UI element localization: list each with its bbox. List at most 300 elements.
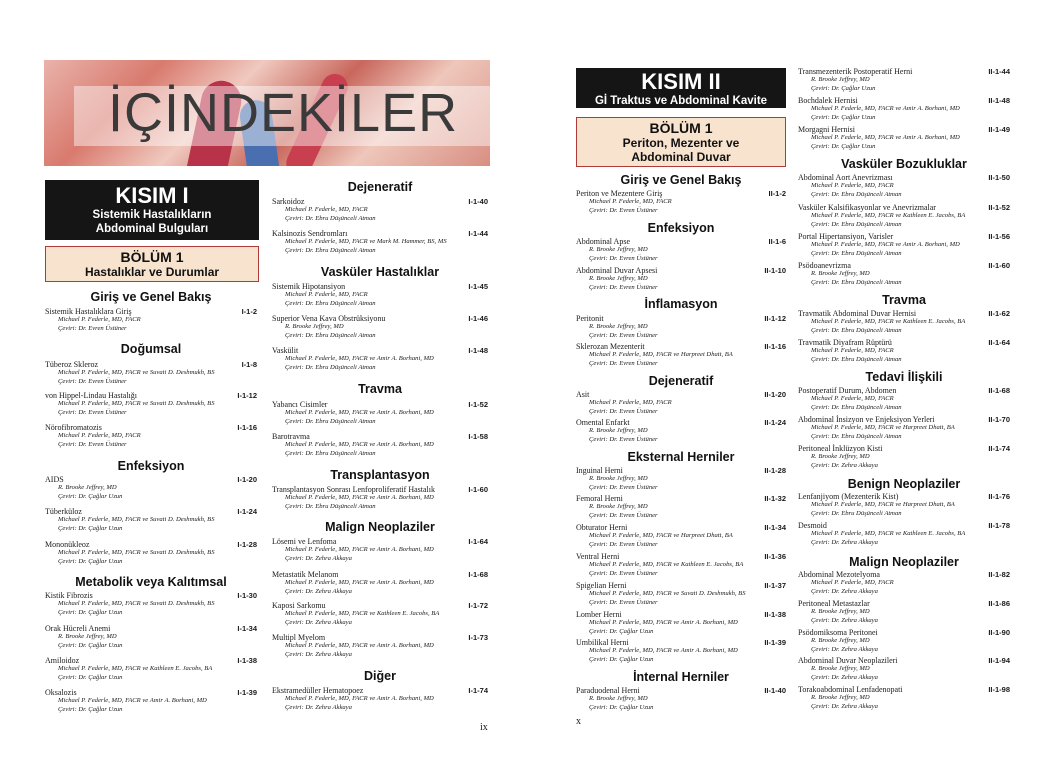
toc-entry[interactable]: [576, 342, 786, 368]
toc-entry[interactable]: [272, 537, 488, 563]
entry-title: Tüberoz Skleroz: [45, 360, 99, 369]
entry-translator: Çeviri: Dr. Evren Üstüner: [58, 408, 127, 416]
entry-authors: R. Brooke Jeffrey, MD: [589, 695, 648, 702]
toc-entry[interactable]: [576, 466, 786, 492]
entry-page: II-1-74: [988, 444, 1010, 453]
entry-page: II-1-10: [764, 266, 786, 275]
entry-authors: Michael P. Federle, MD, FACR ve Amir A. Borhani, MD: [58, 697, 207, 704]
entry-authors: R. Brooke Jeffrey, MD: [811, 665, 870, 672]
toc-entry[interactable]: [798, 309, 1010, 335]
section-heading: Diğer: [364, 669, 396, 683]
entry-title: Lomber Herni: [576, 610, 622, 619]
toc-entry[interactable]: [45, 688, 257, 714]
toc-entry[interactable]: [798, 685, 1010, 711]
entry-title: Femoral Herni: [576, 494, 623, 503]
entry-page: II-1-86: [988, 599, 1010, 608]
entry-translator: Çeviri: Dr. Ebru Düşünceli Atman: [285, 246, 376, 254]
toc-entry[interactable]: [798, 67, 1010, 93]
entry-translator: Çeviri: Dr. Ebru Düşünceli Atman: [811, 190, 902, 198]
toc-entry[interactable]: [272, 633, 488, 659]
entry-page: II-1-64: [988, 338, 1010, 347]
entry-authors: Michael P. Federle, MD, FACR ve Amir A. Borhani, MD: [285, 546, 434, 553]
entry-page: I-1-30: [237, 591, 257, 600]
entry-title: Vaskülit: [272, 346, 299, 355]
toc-entry[interactable]: [45, 540, 257, 566]
entry-translator: Çeviri: Dr. Ebru Düşünceli Atman: [811, 326, 902, 334]
section-heading: Malign Neoplaziler: [325, 520, 435, 534]
entry-title: Multipl Myelom: [272, 633, 326, 642]
entry-title: Peritoneal İnklüzyon Kisti: [798, 444, 883, 453]
entry-authors: R. Brooke Jeffrey, MD: [589, 427, 648, 434]
entry-title: Metastatik Melanom: [272, 570, 339, 579]
entry-page: II-1-62: [988, 309, 1010, 318]
section-heading: Dejeneratif: [648, 374, 714, 388]
toc-entry[interactable]: [576, 494, 786, 520]
entry-page: I-1-20: [237, 475, 257, 484]
toc-entry[interactable]: [798, 338, 1010, 364]
entry-authors: Michael P. Federle, MD, FACR ve Amir A. Borhani, MD: [285, 579, 434, 586]
toc-entry[interactable]: [798, 232, 1010, 258]
toc-entry[interactable]: [576, 686, 786, 712]
entry-translator: Çeviri: Dr. Evren Üstüner: [589, 331, 658, 339]
entry-title: Vasküler Kalsifikasyonlar ve Anevrizmalar: [798, 203, 936, 212]
entry-authors: Michael P. Federle, MD, FACR: [811, 347, 894, 354]
entry-page: II-1-16: [764, 342, 786, 351]
section-heading: Enfeksiyon: [647, 221, 715, 235]
kisim-1-subtitle: Sistemik Hastalıkların: [92, 209, 212, 221]
bolum-1-subtitle: Abdominal Duvar: [631, 150, 731, 164]
entry-title: Abdominal İnsizyon ve Enjeksiyon Yerleri: [798, 415, 935, 424]
entry-page: I-1-64: [468, 537, 488, 546]
entry-translator: Çeviri: Dr. Çağlar Uzun: [811, 84, 876, 92]
entry-title: Transmezenterik Postoperatif Herni: [798, 67, 913, 76]
entry-page: I-1-39: [237, 688, 257, 697]
entry-page: I-1-40: [468, 197, 488, 206]
entry-page: II-1-20: [764, 390, 786, 399]
toc-entry[interactable]: [798, 125, 1010, 151]
bolum-1-subtitle: Hastalıklar ve Durumlar: [84, 265, 220, 279]
entry-title: Lenfanjiyom (Mezenterik Kist): [798, 492, 899, 501]
entry-page: II-1-2: [768, 189, 786, 198]
entry-title: Ekstramedüller Hematopoez: [272, 686, 364, 695]
toc-entry[interactable]: [272, 282, 488, 308]
entry-page: I-1-2: [241, 307, 257, 316]
kisim-1-label: KISIM I: [115, 183, 189, 208]
kisim-2-subtitle: Gİ Traktus ve Abdominal Kavite: [594, 95, 768, 107]
entry-authors: R. Brooke Jeffrey, MD: [285, 323, 344, 330]
entry-translator: Çeviri: Dr. Zehra Akkaya: [285, 703, 352, 711]
entry-authors: Michael P. Federle, MD, FACR: [285, 206, 368, 213]
entry-title: Orak Hücreli Anemi: [45, 624, 111, 633]
entry-page: II-1-78: [988, 521, 1010, 530]
entry-page: I-1-16: [237, 423, 257, 432]
entry-title: Peritoneal Metastazlar: [798, 599, 870, 608]
section-heading: Eksternal Herniler: [627, 450, 735, 464]
entry-authors: Michael P. Federle, MD, FACR ve Suvati D. Deshmukh, BS: [58, 549, 215, 556]
entry-translator: Çeviri: Dr. Çağlar Uzun: [589, 703, 654, 711]
entry-translator: Çeviri: Dr. Zehra Akkaya: [285, 650, 352, 658]
entry-translator: Çeviri: Dr. Zehra Akkaya: [811, 461, 878, 469]
entry-translator: Çeviri: Dr. Zehra Akkaya: [811, 673, 878, 681]
entry-title: AIDS: [45, 475, 64, 484]
toc-entry[interactable]: [272, 400, 488, 426]
entry-translator: Çeviri: Dr. Zehra Akkaya: [285, 587, 352, 595]
section-heading: Travma: [358, 382, 402, 396]
toc-entry[interactable]: [798, 444, 1010, 470]
toc-entry[interactable]: [798, 261, 1010, 287]
entry-page: II-1-28: [764, 466, 786, 475]
entry-authors: Michael P. Federle, MD, FACR: [811, 579, 894, 586]
entry-page: II-1-44: [988, 67, 1010, 76]
entry-authors: Michael P. Federle, MD, FACR ve Amir A. Borhani, MD: [811, 105, 960, 112]
toc-entry[interactable]: [576, 390, 786, 416]
entry-authors: Michael P. Federle, MD, FACR ve Harpreet Dhatt, BA: [589, 351, 733, 358]
toc-entry[interactable]: [798, 173, 1010, 199]
entry-translator: Çeviri: Dr. Ebru Düşünceli Atman: [285, 331, 376, 339]
entry-authors: Michael P. Federle, MD, FACR ve Harpreet Dhatt, BA: [589, 532, 733, 539]
entry-authors: Michael P. Federle, MD, FACR ve Amir A. Borhani, MD: [285, 494, 434, 501]
entry-title: Tüberküloz: [45, 507, 82, 516]
entry-translator: Çeviri: Dr. Çağlar Uzun: [58, 705, 123, 713]
toc-entry[interactable]: [272, 346, 488, 372]
entry-page: II-1-40: [764, 686, 786, 695]
entry-authors: R. Brooke Jeffrey, MD: [589, 275, 648, 282]
entry-authors: Michael P. Federle, MD, FACR ve Amir A. Borhani, MD: [589, 647, 738, 654]
toc-entry[interactable]: [272, 314, 488, 340]
entry-authors: R. Brooke Jeffrey, MD: [811, 453, 870, 460]
section-heading: Enfeksiyon: [117, 459, 185, 473]
entry-authors: R. Brooke Jeffrey, MD: [589, 503, 648, 510]
entry-authors: Michael P. Federle, MD, FACR ve Amir A. Borhani, MD: [589, 619, 738, 626]
entry-translator: Çeviri: Dr. Zehra Akkaya: [811, 616, 878, 624]
entry-translator: Çeviri: Dr. Çağlar Uzun: [589, 655, 654, 663]
bolum-1-box: [576, 117, 786, 167]
entry-title: von Hippel-Lindau Hastalığı: [45, 391, 137, 400]
section-heading: İnflamasyon: [644, 297, 718, 311]
entry-title: Mononükleoz: [45, 540, 90, 549]
section-heading: Travma: [882, 293, 926, 307]
entry-page: I-1-34: [237, 624, 257, 633]
toc-entry[interactable]: [45, 360, 257, 386]
entry-title: Spigelian Herni: [576, 581, 627, 590]
entry-authors: Michael P. Federle, MD, FACR ve Harpreet Dhatt, BA: [811, 424, 955, 431]
toc-entry[interactable]: [576, 581, 786, 607]
entry-title: Abdominal Duvar Apsesi: [576, 266, 658, 275]
bolum-1-label: BÖLÜM 1: [120, 249, 184, 265]
entry-translator: Çeviri: Dr. Evren Üstüner: [58, 324, 127, 332]
entry-authors: Michael P. Federle, MD, FACR ve Amir A. Borhani, MD: [285, 441, 434, 448]
entry-page: II-1-38: [764, 610, 786, 619]
entry-translator: Çeviri: Dr. Evren Üstüner: [58, 377, 127, 385]
toc-entry[interactable]: [798, 415, 1010, 441]
entry-title: Postoperatif Durum, Abdomen: [798, 386, 897, 395]
entry-title: Periton ve Mezentere Giriş: [576, 189, 663, 198]
entry-authors: Michael P. Federle, MD, FACR ve Mark M. Hammer, BS, MS: [285, 238, 447, 245]
entry-page: II-1-12: [764, 314, 786, 323]
entry-authors: R. Brooke Jeffrey, MD: [811, 608, 870, 615]
entry-translator: Çeviri: Dr. Evren Üstüner: [589, 254, 658, 262]
entry-page: II-1-60: [988, 261, 1010, 270]
entry-page: II-1-48: [988, 96, 1010, 105]
page-number: ix: [480, 722, 488, 733]
toc-entry[interactable]: [798, 628, 1010, 654]
toc-entry[interactable]: [798, 570, 1010, 596]
toc-entry[interactable]: [576, 552, 786, 578]
entry-translator: Çeviri: Dr. Zehra Akkaya: [811, 587, 878, 595]
entry-page: II-1-32: [764, 494, 786, 503]
entry-authors: Michael P. Federle, MD, FACR: [589, 198, 672, 205]
toc-entry[interactable]: [798, 203, 1010, 229]
entry-title: Psödomiksoma Peritonei: [798, 628, 878, 637]
toc-entry[interactable]: [576, 314, 786, 340]
entry-translator: Çeviri: Dr. Ebru Düşünceli Atman: [811, 432, 902, 440]
entry-authors: Michael P. Federle, MD, FACR ve Suvati D. Deshmukh, BS: [58, 516, 215, 523]
entry-authors: R. Brooke Jeffrey, MD: [811, 76, 870, 83]
entry-translator: Çeviri: Dr. Ebru Düşünceli Atman: [811, 278, 902, 286]
entry-translator: Çeviri: Dr. Zehra Akkaya: [285, 618, 352, 626]
entry-authors: Michael P. Federle, MD, FACR ve Suvati D. Deshmukh, BS: [58, 600, 215, 607]
entry-page: I-1-44: [468, 229, 488, 238]
entry-title: Obturator Herni: [576, 523, 628, 532]
entry-page: II-1-6: [768, 237, 786, 246]
entry-title: Kaposi Sarkomu: [272, 601, 326, 610]
entry-translator: Çeviri: Dr. Çağlar Uzun: [58, 557, 123, 565]
toc-entry[interactable]: [798, 599, 1010, 625]
entry-page: I-1-28: [237, 540, 257, 549]
entry-title: Lösemi ve Lenfoma: [272, 537, 337, 546]
entry-page: I-1-48: [468, 346, 488, 355]
entry-title: Transplantasyon Sonrası Lenfoproliferatif Hastalık: [272, 485, 436, 494]
entry-title: Sistemik Hastalıklara Giriş: [45, 307, 132, 316]
entry-authors: Michael P. Federle, MD, FACR: [589, 399, 672, 406]
entry-page: I-1-68: [468, 570, 488, 579]
entry-page: I-1-52: [468, 400, 488, 409]
section-heading: İnternal Herniler: [633, 670, 729, 684]
entry-authors: Michael P. Federle, MD, FACR ve Kathleen E. Jacobs, BA: [285, 610, 440, 617]
entry-title: Portal Hipertansiyon, Varisler: [798, 232, 894, 241]
section-heading: Dejeneratif: [347, 180, 413, 194]
toc-entry[interactable]: [45, 507, 257, 533]
toc-entry[interactable]: [798, 492, 1010, 518]
entry-title: Abdominal Mezotelyoma: [798, 570, 880, 579]
entry-title: Desmoid: [798, 521, 827, 530]
entry-page: II-1-68: [988, 386, 1010, 395]
entry-translator: Çeviri: Dr. Ebru Düşünceli Atman: [811, 403, 902, 411]
entry-page: II-1-50: [988, 173, 1010, 182]
section-heading: Malign Neoplaziler: [849, 555, 959, 569]
entry-authors: R. Brooke Jeffrey, MD: [589, 246, 648, 253]
entry-translator: Çeviri: Dr. Çağlar Uzun: [58, 492, 123, 500]
entry-page: II-1-39: [764, 638, 786, 647]
entry-translator: Çeviri: Dr. Evren Üstüner: [589, 435, 658, 443]
bolum-1-label: BÖLÜM 1: [649, 120, 713, 136]
entry-page: I-1-45: [468, 282, 488, 291]
section-heading: Doğumsal: [120, 342, 182, 356]
entry-authors: Michael P. Federle, MD, FACR: [285, 291, 368, 298]
entry-title: Psödoanevrizma: [798, 261, 851, 270]
entry-translator: Çeviri: Dr. Ebru Düşünceli Atman: [285, 417, 376, 425]
toc-entry[interactable]: [798, 521, 1010, 547]
entry-translator: Çeviri: Dr. Ebru Düşünceli Atman: [285, 449, 376, 457]
entry-title: Travmatik Diyafram Rüptürü: [798, 338, 892, 347]
entry-authors: Michael P. Federle, MD, FACR: [58, 432, 141, 439]
entry-title: Paraduodenal Herni: [576, 686, 640, 695]
toc-entry[interactable]: [272, 570, 488, 596]
entry-page: II-1-56: [988, 232, 1010, 241]
entry-translator: Çeviri: Dr. Evren Üstüner: [589, 598, 658, 606]
kisim-1-subtitle: Abdominal Bulguları: [95, 223, 209, 235]
toc-entry[interactable]: [576, 638, 786, 664]
entry-authors: Michael P. Federle, MD, FACR ve Kathleen E. Jacobs, BA: [58, 665, 213, 672]
toc-entry[interactable]: [798, 96, 1010, 122]
entry-translator: Çeviri: Dr. Ebru Düşünceli Atman: [285, 299, 376, 307]
entry-translator: Çeviri: Dr. Zehra Akkaya: [285, 554, 352, 562]
entry-title: Inguinal Herni: [576, 466, 623, 475]
toc-entry[interactable]: [272, 229, 488, 255]
toc-entry[interactable]: [45, 475, 257, 501]
toc-entry[interactable]: [45, 391, 257, 417]
entry-translator: Çeviri: Dr. Çağlar Uzun: [58, 608, 123, 616]
entry-authors: Michael P. Federle, MD, FACR ve Amir A. Borhani, MD: [285, 355, 434, 362]
entry-translator: Çeviri: Dr. Evren Üstüner: [589, 283, 658, 291]
entry-page: II-1-76: [988, 492, 1010, 501]
toc-entry[interactable]: [798, 656, 1010, 682]
toc-entry[interactable]: [272, 601, 488, 627]
entry-page: I-1-24: [237, 507, 257, 516]
entry-page: II-1-49: [988, 125, 1010, 134]
section-heading: Vasküler Hastalıklar: [320, 265, 440, 279]
entry-translator: Çeviri: Dr. Zehra Akkaya: [811, 645, 878, 653]
toc-entry[interactable]: [272, 485, 488, 511]
toc-entry[interactable]: [576, 610, 786, 636]
toc-entry[interactable]: [45, 656, 257, 682]
entry-title: Superior Vena Kava Obstrüksiyonu: [272, 314, 386, 323]
entry-title: Peritonit: [576, 314, 604, 323]
entry-page: I-1-46: [468, 314, 488, 323]
entry-title: Umbilikal Herni: [576, 638, 629, 647]
entry-title: Amiloidoz: [45, 656, 80, 665]
entry-title: Ventral Herni: [576, 552, 620, 561]
page-title: İÇİNDEKİLER: [108, 83, 459, 143]
entry-title: Bochdalek Hernisi: [798, 96, 858, 105]
toc-entry[interactable]: [798, 386, 1010, 412]
entry-title: Kistik Fibrozis: [45, 591, 93, 600]
entry-authors: Michael P. Federle, MD, FACR ve Kathleen E. Jacobs, BA: [811, 318, 966, 325]
toc-entry[interactable]: [272, 686, 488, 712]
entry-translator: Çeviri: Dr. Çağlar Uzun: [589, 627, 654, 635]
entry-authors: Michael P. Federle, MD, FACR: [811, 182, 894, 189]
toc-entry[interactable]: [576, 266, 786, 292]
toc-entry[interactable]: [576, 418, 786, 444]
entry-translator: Çeviri: Dr. Evren Üstüner: [589, 407, 658, 415]
entry-translator: Çeviri: Dr. Çağlar Uzun: [58, 524, 123, 532]
kisim-2-box: [576, 68, 786, 108]
bolum-1-subtitle: Periton, Mezenter ve: [622, 136, 740, 150]
toc-entry[interactable]: [272, 197, 488, 223]
entry-page: II-1-37: [764, 581, 786, 590]
toc-entry[interactable]: [45, 423, 257, 449]
entry-authors: Michael P. Federle, MD, FACR: [811, 395, 894, 402]
entry-translator: Çeviri: Dr. Evren Üstüner: [589, 511, 658, 519]
entry-title: Nörofibromatozis: [45, 423, 102, 432]
toc-entry[interactable]: [576, 189, 786, 215]
entry-page: II-1-94: [988, 656, 1010, 665]
toc-entry[interactable]: [272, 432, 488, 458]
section-heading: Giriş ve Genel Bakış: [90, 290, 212, 304]
toc-entry[interactable]: [45, 624, 257, 650]
entry-authors: Michael P. Federle, MD, FACR ve Suvati D. Deshmukh, BS: [58, 400, 215, 407]
kisim-1-box: [45, 180, 259, 240]
entry-authors: Michael P. Federle, MD, FACR ve Kathleen E. Jacobs, BA: [589, 561, 744, 568]
entry-authors: R. Brooke Jeffrey, MD: [811, 637, 870, 644]
entry-page: I-1-73: [468, 633, 488, 642]
entry-title: Abdominal Duvar Neoplazileri: [798, 656, 898, 665]
entry-title: Abdominal Aort Anevrizması: [798, 173, 893, 182]
entry-authors: Michael P. Federle, MD, FACR ve Kathleen E. Jacobs, BA: [811, 530, 966, 537]
entry-page: I-1-58: [468, 432, 488, 441]
entry-translator: Çeviri: Dr. Evren Üstüner: [589, 206, 658, 214]
entry-translator: Çeviri: Dr. Çağlar Uzun: [811, 113, 876, 121]
entry-translator: Çeviri: Dr. Ebru Düşünceli Atman: [811, 509, 902, 517]
entry-title: Oksalozis: [45, 688, 77, 697]
toc-entry[interactable]: [576, 523, 786, 549]
toc-entry[interactable]: [45, 591, 257, 617]
entry-page: II-1-52: [988, 203, 1010, 212]
entry-page: II-1-36: [764, 552, 786, 561]
section-heading: Giriş ve Genel Bakış: [620, 173, 742, 187]
entry-translator: Çeviri: Dr. Ebru Düşünceli Atman: [811, 355, 902, 363]
entry-authors: R. Brooke Jeffrey, MD: [811, 270, 870, 277]
entry-page: I-1-72: [468, 601, 488, 610]
toc-entry[interactable]: [45, 307, 257, 333]
entry-title: Barotravma: [272, 432, 310, 441]
entry-translator: Çeviri: Dr. Evren Üstüner: [589, 359, 658, 367]
entry-authors: Michael P. Federle, MD, FACR ve Amir A. Borhani, MD: [285, 642, 434, 649]
entry-authors: R. Brooke Jeffrey, MD: [811, 694, 870, 701]
entry-authors: Michael P. Federle, MD, FACR ve Harpreet Dhatt, BA: [811, 501, 955, 508]
entry-title: Torakoabdominal Lenfadenopati: [798, 685, 903, 694]
entry-page: I-1-60: [468, 485, 488, 494]
toc-entry[interactable]: [576, 237, 786, 263]
entry-page: II-1-90: [988, 628, 1010, 637]
entry-authors: Michael P. Federle, MD, FACR ve Amir A. Borhani, MD: [811, 134, 960, 141]
entry-translator: Çeviri: Dr. Çağlar Uzun: [58, 641, 123, 649]
entry-title: Omental Enfarkt: [576, 418, 630, 427]
section-heading: Metabolik veya Kalıtımsal: [75, 575, 227, 589]
entry-title: Yabancı Cisimler: [272, 400, 328, 409]
section-heading: Transplantasyon: [330, 468, 430, 482]
entry-authors: R. Brooke Jeffrey, MD: [58, 484, 117, 491]
entry-page: I-1-8: [241, 360, 257, 369]
bolum-1-box: [45, 246, 259, 282]
entry-translator: Çeviri: Dr. Ebru Düşünceli Atman: [285, 363, 376, 371]
entry-page: II-1-98: [988, 685, 1010, 694]
contents-banner: [44, 60, 490, 166]
section-heading: Tedavi İlişkili: [865, 370, 943, 384]
entry-authors: Michael P. Federle, MD, FACR ve Amir A. Borhani, MD: [811, 241, 960, 248]
entry-title: Sklerozan Mezenterit: [576, 342, 645, 351]
page-number: x: [576, 716, 581, 727]
entry-page: I-1-12: [237, 391, 257, 400]
entry-title: Morgagni Hernisi: [798, 125, 855, 134]
entry-translator: Çeviri: Dr. Ebru Düşünceli Atman: [811, 249, 902, 257]
kisim-2-label: KISIM II: [641, 69, 721, 94]
entry-page: II-1-34: [764, 523, 786, 532]
entry-translator: Çeviri: Dr. Evren Üstüner: [58, 440, 127, 448]
entry-authors: Michael P. Federle, MD, FACR ve Amir A. Borhani, MD: [285, 695, 434, 702]
entry-authors: Michael P. Federle, MD, FACR ve Amir A. Borhani, MD: [285, 409, 434, 416]
entry-authors: R. Brooke Jeffrey, MD: [589, 323, 648, 330]
